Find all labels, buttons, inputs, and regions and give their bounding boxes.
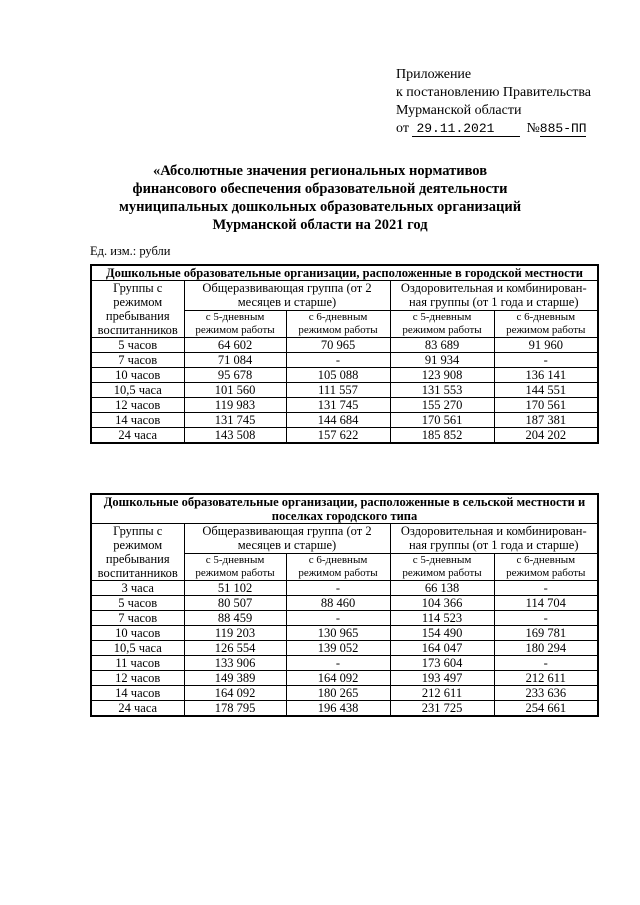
value-cell: 114 523 — [390, 611, 494, 626]
table-row — [91, 413, 598, 428]
table-row — [91, 656, 598, 671]
value-cell: 111 557 — [286, 383, 390, 398]
value-cell: 101 560 — [184, 383, 286, 398]
value-cell: 126 554 — [184, 641, 286, 656]
value-cell: 66 138 — [390, 581, 494, 596]
value-cell: - — [494, 353, 598, 368]
header-line-3: Мурманской области — [396, 103, 522, 118]
general-group-header: Общеразвивающая группа (от 2 месяцев и старше) — [184, 524, 390, 554]
table-row — [91, 428, 598, 444]
number-prefix: № — [526, 121, 540, 136]
urban-table-body — [91, 265, 598, 443]
title-line-3: муниципальных дошкольных образовательных организаций — [118, 199, 522, 215]
header-line-1: Приложение — [396, 67, 472, 82]
six-day-header: с 6-дневным режимом работы — [286, 310, 390, 337]
value-cell: 164 047 — [390, 641, 494, 656]
table-row — [91, 383, 598, 398]
row-label-cell: 5 часов — [91, 596, 184, 611]
value-cell: 119 203 — [184, 626, 286, 641]
value-cell: 180 265 — [286, 686, 390, 701]
table-row — [91, 611, 598, 626]
value-cell: 143 508 — [184, 428, 286, 444]
urban-table-caption: Дошкольные образовательные организации, расположенные в городской местности — [91, 265, 598, 281]
row-label-cell: 10 часов — [91, 368, 184, 383]
value-cell: 187 381 — [494, 413, 598, 428]
date-prefix: от — [396, 121, 409, 136]
value-cell: 144 684 — [286, 413, 390, 428]
row-label-cell: 5 часов — [91, 338, 184, 353]
units-label: Ед. изм.: рубли — [90, 244, 171, 258]
value-cell: 185 852 — [390, 428, 494, 444]
document-date: 29.11.2021 — [412, 121, 520, 137]
value-cell: 119 983 — [184, 398, 286, 413]
value-cell: 80 507 — [184, 596, 286, 611]
row-label-cell: 10,5 часа — [91, 641, 184, 656]
five-day-header: с 5-дневным режимом работы — [184, 310, 286, 337]
value-cell: 144 551 — [494, 383, 598, 398]
value-cell: 139 052 — [286, 641, 390, 656]
value-cell: 178 795 — [184, 701, 286, 717]
value-cell: 155 270 — [390, 398, 494, 413]
table-caption-row — [91, 265, 598, 281]
title-line-4: Мурманской области на 2021 год — [212, 217, 428, 233]
value-cell: 169 781 — [494, 626, 598, 641]
value-cell: 71 084 — [184, 353, 286, 368]
rural-table-body — [91, 494, 598, 716]
table-row — [91, 671, 598, 686]
title-line-2: финансового обеспечения образовательной деятельности — [132, 181, 508, 197]
table-row — [91, 701, 598, 717]
urban-norms-table — [90, 264, 599, 444]
document-title — [90, 162, 550, 234]
row-label-cell: 24 часа — [91, 701, 184, 717]
value-cell: - — [494, 581, 598, 596]
general-group-header: Общеразвивающая группа (от 2 месяцев и старше) — [184, 281, 390, 311]
table-row — [91, 353, 598, 368]
value-cell: 131 745 — [286, 398, 390, 413]
health-group-header: Оздоровительная и комбинирован-ная группы (от 1 года и старше) — [390, 281, 598, 311]
groups-column-header: Группы с режимом пребывания воспитанников — [91, 281, 184, 338]
rural-norms-table — [90, 493, 599, 717]
value-cell: 254 661 — [494, 701, 598, 717]
value-cell: 180 294 — [494, 641, 598, 656]
value-cell: - — [286, 656, 390, 671]
value-cell: 149 389 — [184, 671, 286, 686]
five-day-header: с 5-дневным режимом работы — [390, 553, 494, 580]
value-cell: - — [286, 353, 390, 368]
row-label-cell: 7 часов — [91, 611, 184, 626]
value-cell: 164 092 — [286, 671, 390, 686]
value-cell: 170 561 — [390, 413, 494, 428]
value-cell: 173 604 — [390, 656, 494, 671]
row-label-cell: 3 часа — [91, 581, 184, 596]
value-cell: 70 965 — [286, 338, 390, 353]
value-cell: 91 934 — [390, 353, 494, 368]
row-label-cell: 14 часов — [91, 686, 184, 701]
table-row — [91, 596, 598, 611]
table-header-row — [91, 281, 598, 311]
value-cell: 231 725 — [390, 701, 494, 717]
value-cell: 83 689 — [390, 338, 494, 353]
health-group-header: Оздоровительная и комбинирован-ная группы (от 1 года и старше) — [390, 524, 598, 554]
value-cell: - — [286, 581, 390, 596]
value-cell: 136 141 — [494, 368, 598, 383]
groups-column-header: Группы с режимом пребывания воспитанников — [91, 524, 184, 581]
value-cell: 204 202 — [494, 428, 598, 444]
table-row — [91, 398, 598, 413]
value-cell: - — [286, 611, 390, 626]
value-cell: 88 460 — [286, 596, 390, 611]
row-label-cell: 24 часа — [91, 428, 184, 444]
rural-table-caption: Дошкольные образовательные организации, расположенные в сельской местности и поселках городского типа — [91, 494, 598, 524]
value-cell: - — [494, 656, 598, 671]
value-cell: 91 960 — [494, 338, 598, 353]
date-number-line — [396, 120, 626, 138]
value-cell: 114 704 — [494, 596, 598, 611]
value-cell: 212 611 — [390, 686, 494, 701]
value-cell: 133 906 — [184, 656, 286, 671]
row-label-cell: 10,5 часа — [91, 383, 184, 398]
row-label-cell: 11 часов — [91, 656, 184, 671]
value-cell: 193 497 — [390, 671, 494, 686]
six-day-header: с 6-дневным режимом работы — [494, 310, 598, 337]
title-line-1: «Абсолютные значения региональных нормативов — [152, 163, 488, 179]
five-day-header: с 5-дневным режимом работы — [184, 553, 286, 580]
row-label-cell: 14 часов — [91, 413, 184, 428]
value-cell: 212 611 — [494, 671, 598, 686]
table-header-row — [91, 524, 598, 554]
table-row — [91, 686, 598, 701]
value-cell: 123 908 — [390, 368, 494, 383]
value-cell: 164 092 — [184, 686, 286, 701]
value-cell: 131 553 — [390, 383, 494, 398]
table-row — [91, 641, 598, 656]
value-cell: 170 561 — [494, 398, 598, 413]
value-cell: 88 459 — [184, 611, 286, 626]
row-label-cell: 12 часов — [91, 398, 184, 413]
value-cell: 233 636 — [494, 686, 598, 701]
value-cell: 95 678 — [184, 368, 286, 383]
document-number: 885-ПП — [539, 121, 587, 136]
row-label-cell: 7 часов — [91, 353, 184, 368]
six-day-header: с 6-дневным режимом работы — [286, 553, 390, 580]
row-label-cell: 12 часов — [91, 671, 184, 686]
value-cell: 131 745 — [184, 413, 286, 428]
value-cell: 51 102 — [184, 581, 286, 596]
value-cell: 157 622 — [286, 428, 390, 444]
header-line-2: к постановлению Правительства — [396, 85, 592, 100]
value-cell: 154 490 — [390, 626, 494, 641]
table-row — [91, 581, 598, 596]
table-row — [91, 626, 598, 641]
table-caption-row — [91, 494, 598, 524]
six-day-header: с 6-дневным режимом работы — [494, 553, 598, 580]
row-label-cell: 10 часов — [91, 626, 184, 641]
table-row — [91, 338, 598, 353]
value-cell: 130 965 — [286, 626, 390, 641]
table-row — [91, 368, 598, 383]
value-cell: - — [494, 611, 598, 626]
five-day-header: с 5-дневным режимом работы — [390, 310, 494, 337]
value-cell: 105 088 — [286, 368, 390, 383]
value-cell: 196 438 — [286, 701, 390, 717]
value-cell: 104 366 — [390, 596, 494, 611]
document-header — [396, 66, 626, 138]
value-cell: 64 602 — [184, 338, 286, 353]
